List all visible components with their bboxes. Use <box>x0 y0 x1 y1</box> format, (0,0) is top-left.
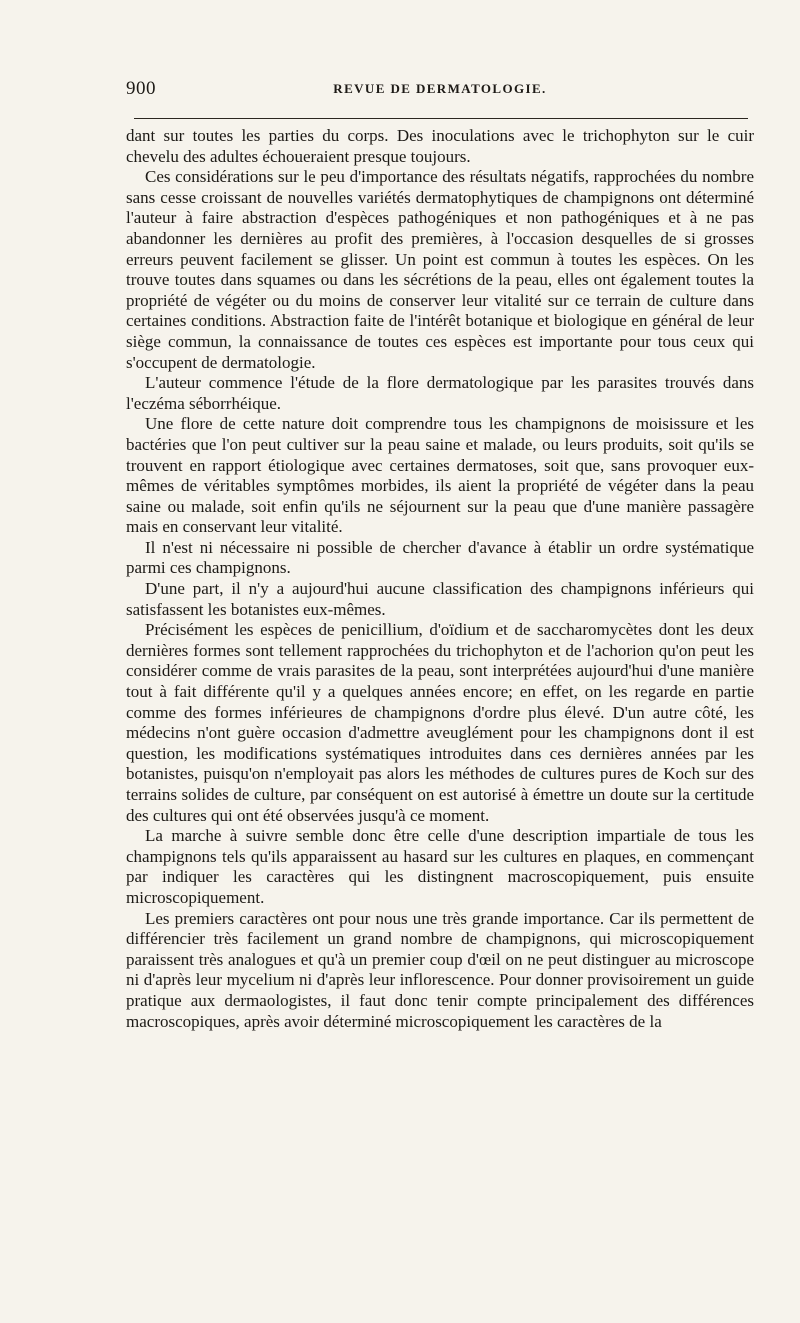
article-body <box>126 126 754 1032</box>
paragraph: Les premiers caractères ont pour nous une très grande importance. Car ils permettent de différencier très facilement un grand nombre de champignons, qui microscopiquement paraissent très analogues et qu'à un premier coup d'œil on ne peut distinguer au microscope ni d'après leur mycelium ni d'après leur inflorescence. Pour donner provisoirement un guide pratique aux dermaologistes, il faut donc tenir compte principalement des différences macroscopiques, après avoir déterminé microscopiquement les caractères de la <box>126 908 754 1031</box>
paragraph: D'une part, il n'y a aujourd'hui aucune classification des champignons inférieurs qui satisfassent les botanistes eux-mêmes. <box>126 579 754 619</box>
paragraph: Ces considérations sur le peu d'importance des résultats négatifs, rapprochées du nombre sans cesse croissant de nouvelles variétés dermatophytiques de champignons ont déterminé l'auteur à faire abstraction d'espèces pathogéniques et non pathogéniques et à ne pas abandonner les dernières au profit des premières, à l'occasion desquelles de si grosses erreurs peuvent facilement se glisser. Un point est commun à toutes les espèces. On les trouve toutes dans squames ou dans les sécrétions de la peau, elles ont également toutes la propriété de végéter ou du moins de conserver leur vitalité sur ce terrain de culture dans certaines conditions. Abstraction faite de l'intérêt botanique et biologique en général de leur siège commun, la connaissance de toutes ces espèces est importante pour tous ceux qui s'occupent de dermatologie. <box>126 167 754 372</box>
paragraph: Une flore de cette nature doit comprendre tous les champignons de moisissure et les bactéries que l'on peut cultiver sur la peau saine et malade, ou leurs produits, soit qu'ils se trouvent en rapport étiologique avec certaines dermatoses, soit que, sans provoquer eux-mêmes de véritables symptômes morbides, ils aient la propriété de végéter dans la peau saine ou malade, soit enfin qu'ils ne séjournent sur la peau que d'une manière passagère mais en conservant leur vitalité. <box>126 414 754 537</box>
paragraph-continued: dant sur toutes les parties du corps. Des inoculations avec le trichophyton sur le cuir chevelu des adultes échoueraient presque toujours. <box>126 126 754 166</box>
header-rule <box>134 118 748 119</box>
paragraph: Précisément les espèces de penicillium, d'oïdium et de saccharomycètes dont les deux dernières formes sont tellement rapprochées du trichophyton et de l'achorion qu'on peut les considérer comme de vrais parasites de la peau, sont interprétées aujourd'hui d'une manière tout à fait différente qu'il y a quelques années encore; en effet, on les regarde en partie comme des formes inférieures de champignons d'ordre plus élevé. D'un autre côté, les médecins n'ont guère occasion d'admettre aveuglément pour les champignons dont il est question, les modifications systématiques introduites dans ces dernières années par les botanistes, puisqu'on n'employait pas alors les méthodes de cultures pures de Koch sur des terrains solides de culture, par conséquent on est autorisé à émettre un doute sur la certitude des cultures qui ont été observées jusqu'à ce moment. <box>126 620 754 825</box>
page-header <box>126 78 754 110</box>
paragraph: L'auteur commence l'étude de la flore dermatologique par les parasites trouvés dans l'eczéma séborrhéique. <box>126 373 754 413</box>
document-page <box>126 78 754 1032</box>
page-number: 900 <box>126 78 156 99</box>
paragraph: Il n'est ni nécessaire ni possible de chercher d'avance à établir un ordre systématique parmi ces champignons. <box>126 537 754 578</box>
paragraph: La marche à suivre semble donc être celle d'une description impartiale de tous les champignons tels qu'ils apparaissent au hasard sur les cultures en plaques, en commençant par indiquer les caractères qui les distingnent macroscopiquement, puis ensuite microscopiquement. <box>126 826 754 907</box>
running-title: REVUE DE DERMATOLOGIE. <box>333 81 547 96</box>
